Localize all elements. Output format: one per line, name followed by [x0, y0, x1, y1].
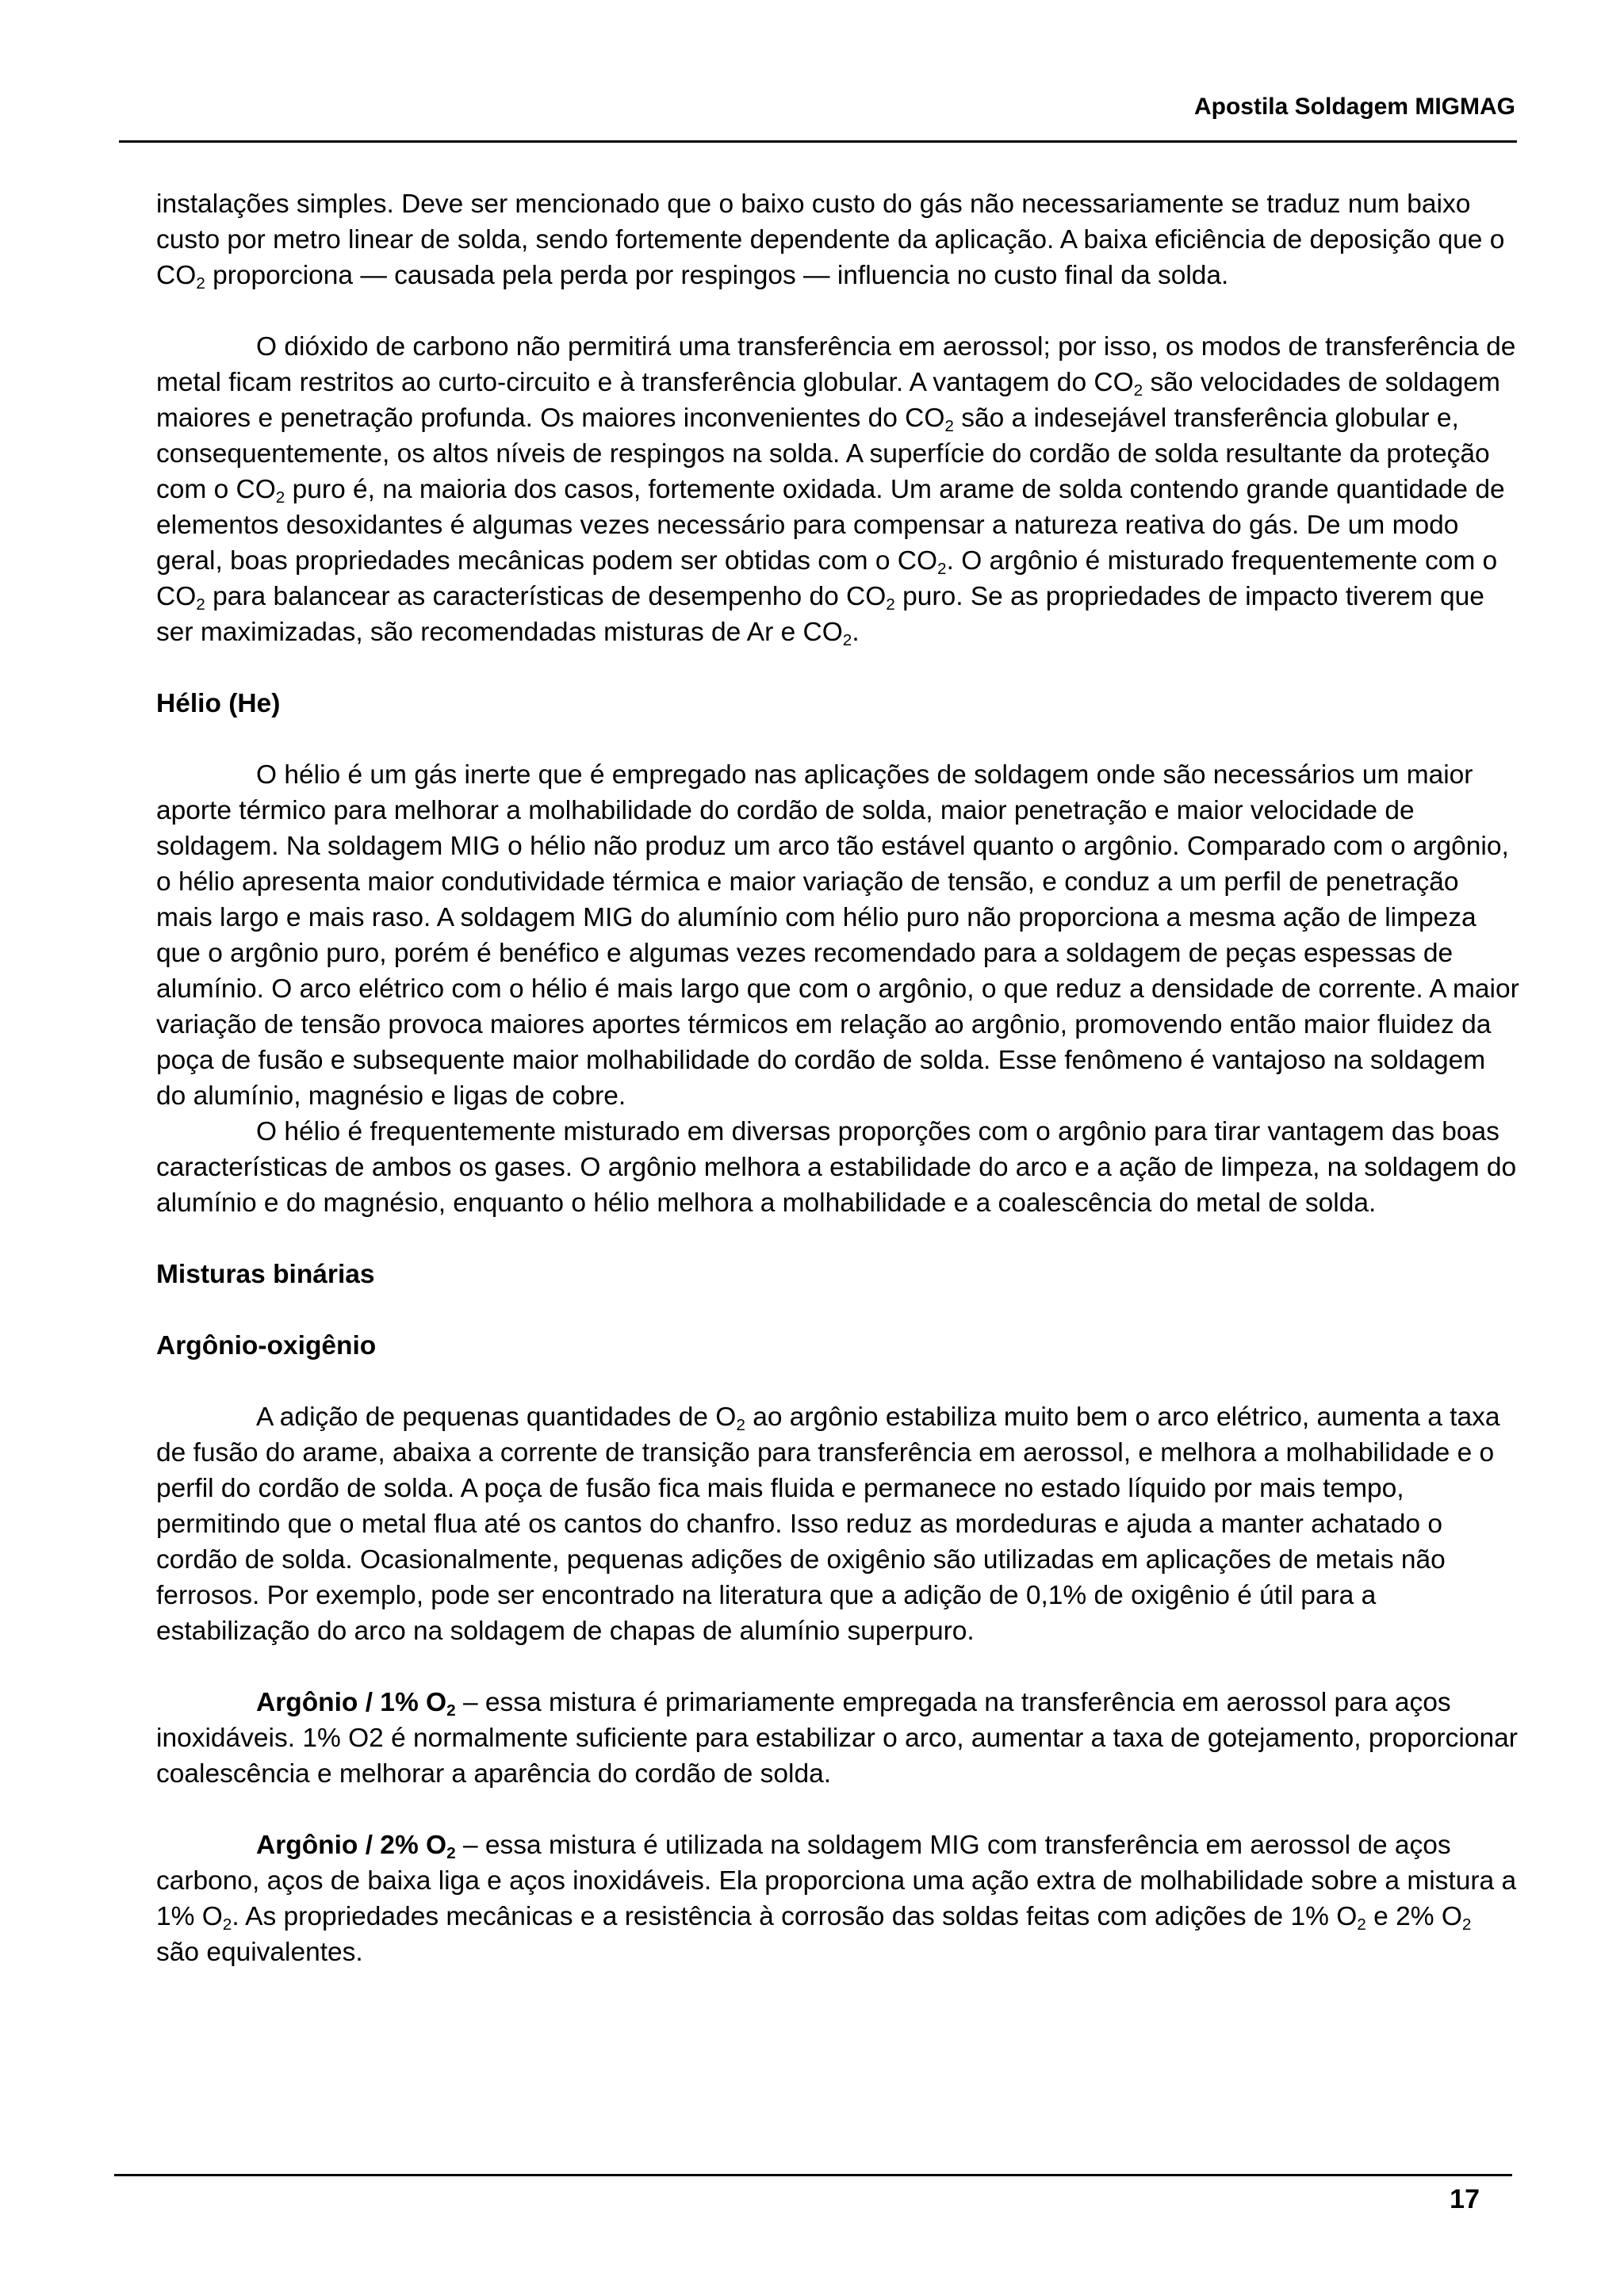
page-number: 17 [1450, 2184, 1480, 2214]
section-heading-argonio-oxigenio: Argônio-oxigênio [156, 1331, 377, 1360]
running-header-title: Apostila Soldagem MIGMAG [1193, 94, 1515, 120]
paragraph-co2-cost: instalações simples. Deve ser mencionado que o baixo custo do gás não necessariamente se traduz num baixo custo por metro linear de solda, sendo fortemente dependente da aplicação. A baixa eficiência de deposição que o $CO_2$ proporciona — causada pela perda por respingos — influencia no custo final da solda. [156, 189, 1505, 293]
page-body [156, 186, 1520, 1970]
section-heading-misturas-binarias: Misturas binárias [156, 1260, 375, 1289]
paragraph-helio-properties: O hélio é um gás inerte que é empregado nas aplicações de soldagem onde são necessários um maior aporte térmico para melhorar a molhabilidade do cordão de solda, maior penetração e maior velocidade de soldagem. Na soldagem MIG o hélio não produz um arco tão estável quanto o argônio. Comparado com o argônio, o hélio apresenta maior condutividade térmica e maior variação de tensão, e conduz a um perfil de penetração mais largo e mais raso. A soldagem MIG do alumínio com hélio puro não proporciona a mesma ação de limpeza que o argônio puro, porém é benéfico e algumas vezes recomendado para a soldagem de peças espessas de alumínio. O arco elétrico com o hélio é mais largo que com o argônio, o que reduz a densidade de corrente. A maior variação de tensão provoca maiores aportes térmicos em relação ao argônio, promovendo então maior fluidez da poça de fusão e subsequente maior molhabilidade do cordão de solda. Esse fenômeno é vantajoso na soldagem do alumínio, magnésio e ligas de cobre. [156, 760, 1519, 1111]
mix-label-argonio-2-o2: Argônio / 2% $O_2$ [256, 1831, 456, 1862]
paragraph-argonio-2-o2: Argônio / 2% $O_2$ – essa mistura é utilizada na soldagem MIG com transferência em aerossol de aços carbono, aços de baixa liga e aços inoxidáveis. Ela proporciona uma ação extra de molhabilidade sobre a mistura a 1% $O_2$. As propriedades mecânicas e a resistência à corrosão das soldas feitas com adições de 1% $O_2$ e 2% $O_2$ são equivalentes. [156, 1831, 1517, 1967]
paragraph-argonio-oxigenio: A adição de pequenas quantidades de $O_2$ ao argônio estabiliza muito bem o arco elétrico, aumenta a taxa de fusão do arame, abaixa a corrente de transição para transferência em aerossol, e melhora a molhabilidade e o perfil do cordão de solda. A poça de fusão fica mais fluida e permanece no estado líquido por mais tempo, permitindo que o metal flua até os cantos do chanfro. Isso reduz as mordeduras e ajuda a manter achatado o cordão de solda. Ocasionalmente, pequenas adições de oxigênio são utilizadas em aplicações de metais não ferrosos. Por exemplo, pode ser encontrado na literatura que a adição de 0,1% de oxigênio é útil para a estabilização do arco na soldagem de chapas de alumínio superpuro. [156, 1402, 1500, 1646]
header-rule [119, 140, 1517, 143]
section-heading-helio: Hélio (He) [156, 689, 281, 718]
mix-label-argonio-1-o2: Argônio / 1% $O_2$ [256, 1688, 456, 1720]
paragraph-co2-transfer: O dióxido de carbono não permitirá uma transferência em aerossol; por isso, os modos de transferência de metal ficam restritos ao curto-circuito e à transferência globular. A vantagem do $CO_2$ são velocidades de soldagem maiores e penetração profunda. Os maiores inconvenientes do $CO_2$ são a indesejável transferência globular e, consequentemente, os altos níveis de respingos na solda. A superfície do cordão de solda resultante da proteção com o $CO_2$ puro é, na maioria dos casos, fortemente oxidada. Um arame de solda contendo grande quantidade de elementos desoxidantes é algumas vezes necessário para compensar a natureza reativa do gás. De um modo geral, boas propriedades mecânicas podem ser obtidas com o $CO_2$. O argônio é misturado frequentemente com o $CO_2$ para balancear as características de desempenho do $CO_2$ puro. Se as propriedades de impacto tiverem que ser maximizadas, são recomendadas misturas de Ar e $CO_2$. [156, 332, 1516, 649]
footer-rule [114, 2174, 1512, 2176]
paragraph-helio-mixing: O hélio é frequentemente misturado em diversas proporções com o argônio para tirar vantagem das boas características de ambos os gases. O argônio melhora a estabilidade do arco e a ação de limpeza, na soldagem do alumínio e do magnésio, enquanto o hélio melhora a molhabilidade e a coalescência do metal de solda. [156, 1117, 1517, 1218]
paragraph-argonio-1-o2: Argônio / 1% $O_2$ – essa mistura é primariamente empregada na transferência em aerossol para aços inoxidáveis. 1% O2 é normalmente suficiente para estabilizar o arco, aumentar a taxa de gotejamento, proporcionar coalescência e melhorar a aparência do cordão de solda. [156, 1688, 1518, 1789]
